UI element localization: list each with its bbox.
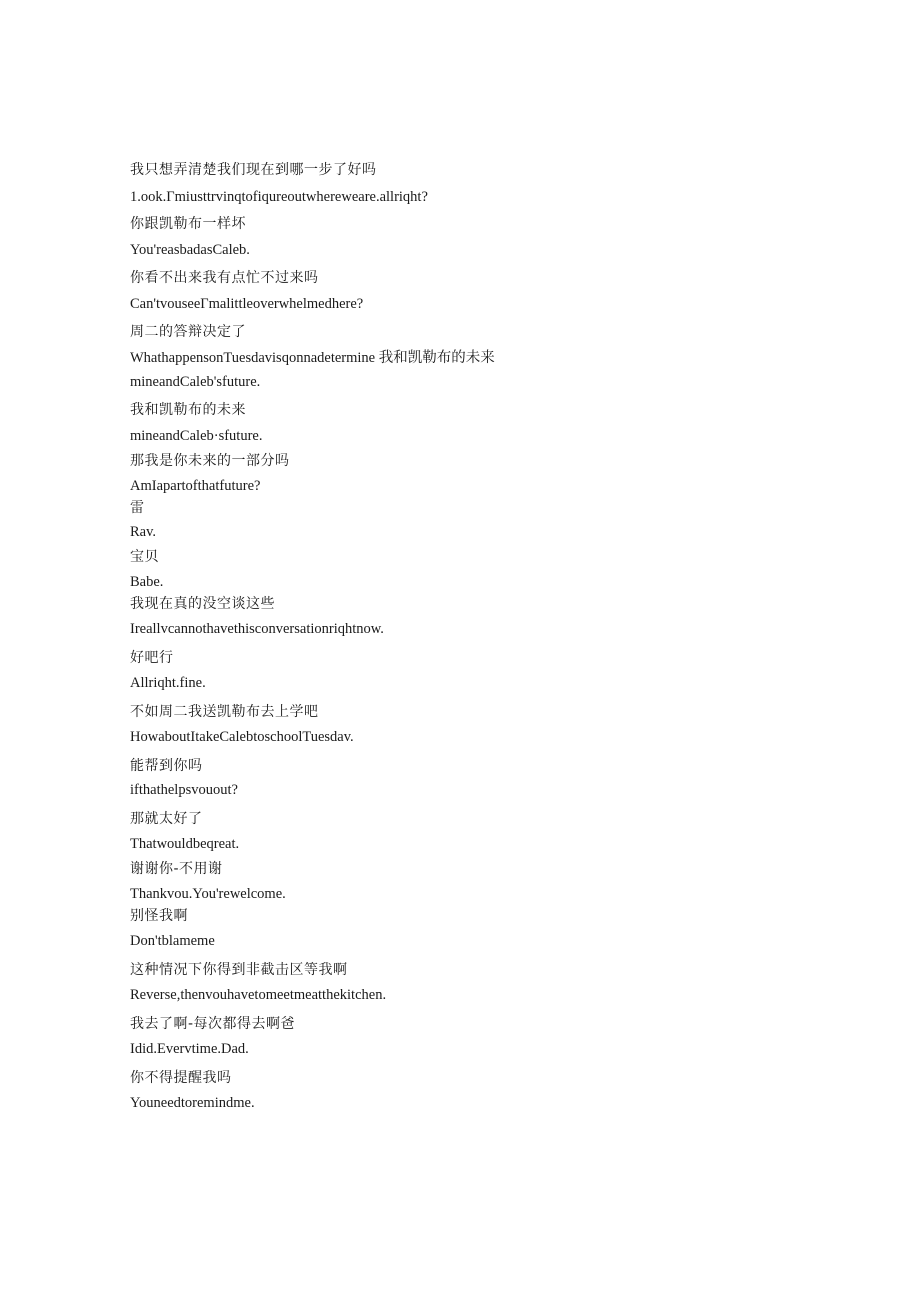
subtitle-zh: 宝贝 <box>130 549 159 565</box>
subtitle-zh: 你不得提醒我吗 <box>130 1070 232 1086</box>
subtitle-en: Idid.Evervtime.Dad. <box>130 1041 249 1057</box>
subtitle-zh: 我现在真的没空谈这些 <box>130 596 275 612</box>
subtitle-en: HowaboutItakeCalebtoschoolTuesdav. <box>130 729 354 745</box>
subtitle-zh: 谢谢你-不用谢 <box>130 861 223 877</box>
subtitle-zh: 我和凯勒布的未来 <box>130 402 246 418</box>
subtitle-zh: 我去了啊-每次都得去啊爸 <box>130 1016 296 1032</box>
subtitle-zh: 那我是你未来的一部分吗 <box>130 453 290 469</box>
subtitle-en: Allriqht.fine. <box>130 675 206 691</box>
subtitle-en: AmIapartofthatfuture? <box>130 478 261 494</box>
subtitle-en: Ireallvcannothavethisconversationriqhtnow. <box>130 621 384 637</box>
subtitle-zh: 不如周二我送凯勒布去上学吧 <box>130 704 319 720</box>
subtitle-en: Youneedtoremindme. <box>130 1095 255 1111</box>
subtitle-en: You'reasbadasCaleb. <box>130 242 250 258</box>
subtitle-zh: 别怪我啊 <box>130 908 188 924</box>
subtitle-zh: 你跟凯勒布一样坏 <box>130 216 246 232</box>
subtitle-en: Babe. <box>130 574 164 590</box>
subtitle-zh: 这种情况下你得到非截击区等我啊 <box>130 962 348 978</box>
subtitle-en: mineandCaleb'sfuture. <box>130 374 261 390</box>
subtitle-zh: 好吧行 <box>130 650 174 666</box>
subtitle-en: Can'tvouseeΓmalittleoverwhelmedhere? <box>130 296 364 312</box>
subtitle-en: Thankvou.You'rewelcome. <box>130 886 286 902</box>
subtitle-zh: 那就太好了 <box>130 811 203 827</box>
subtitle-zh: 你看不出来我有点忙不过来吗 <box>130 270 319 286</box>
subtitle-en: Rav. <box>130 524 157 540</box>
subtitle-en: WhathappensonTuesdavisqonnadetermine 我和凯勒布的未来 <box>130 350 495 366</box>
subtitle-zh: 能帮到你吗 <box>130 758 203 774</box>
subtitle-en: mineandCaleb·sfuture. <box>130 428 263 444</box>
subtitle-en: Reverse,thenvouhavetomeetmeatthekitchen. <box>130 987 387 1003</box>
subtitle-en: ifthathelpsvouout? <box>130 782 238 798</box>
subtitle-zh: 雷 <box>130 500 145 516</box>
subtitle-zh: 周二的答辩决定了 <box>130 324 246 340</box>
subtitle-en: 1.ook.Γmiusttrvinqtofiqureoutwhereweare.allriqht? <box>130 189 428 205</box>
subtitle-en: Thatwouldbeqreat. <box>130 836 240 852</box>
subtitle-en: Don'tblameme <box>130 933 215 949</box>
subtitle-zh: 我只想弄清楚我们现在到哪一步了好吗 <box>130 162 377 178</box>
